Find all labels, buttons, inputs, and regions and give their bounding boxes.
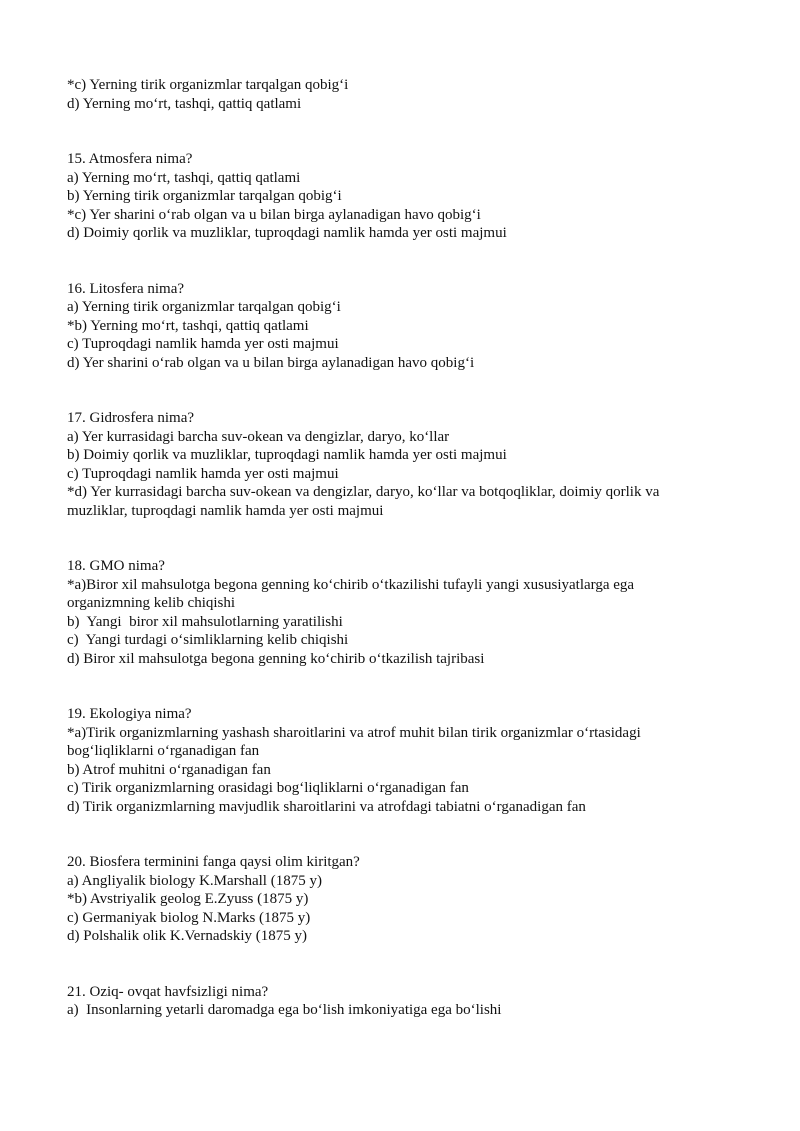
option-line: *c) Yerning tirik organizmlar tarqalgan qobig‘i [67, 77, 349, 93]
option-line: c) Tuproqdagi namlik hamda yer osti majmui [67, 336, 339, 352]
option-line: a) Yerning mo‘rt, tashqi, qattiq qatlami [67, 169, 301, 186]
option-line: d) Doimiy qorlik va muzliklar, tuproqdagi namlik hamda yer osti majmui [67, 225, 507, 241]
option-line: *a)Tirik organizmlarning yashash sharoitlarini va atrof muhit bilan tirik organizmlar o‘rtasidagi [67, 724, 641, 741]
option-line: d) Tirik organizmlarning mavjudlik sharoitlarini va atrofdagi tabiatni o‘rganadigan fan [67, 798, 586, 815]
question-17 [67, 409, 747, 520]
question-title: 17. Gidrosfera nima? [67, 410, 195, 426]
option-line: a) Yerning tirik organizmlar tarqalgan qobig‘i [67, 299, 341, 315]
option-line: b) Doimiy qorlik va muzliklar, tuproqdagi namlik hamda yer osti majmui [67, 447, 507, 463]
option-line: *a)Biror xil mahsulotga begona genning ko‘chirib o‘tkazilishi tufayli yangi xususiyatlarga ega [67, 576, 635, 593]
question-title: 18. GMO nima? [67, 558, 165, 574]
option-line: d) Yer sharini o‘rab olgan va u bilan birga aylanadigan havo qobig‘i [67, 354, 475, 371]
option-line: b) Yangi biror xil mahsulotlarning yaratilishi [67, 613, 343, 630]
option-line: c) Yangi turdagi o‘simliklarning kelib chiqishi [67, 632, 349, 648]
option-line: *d) Yer kurrasidagi barcha suv-okean va dengizlar, daryo, ko‘llar va botqoqliklar, doimiy qorlik va [67, 484, 660, 500]
question-title: 15. Atmosfera nima? [67, 151, 193, 167]
document-page [67, 76, 747, 1020]
option-line: d) Polshalik olik K.Vernadskiy (1875 y) [67, 928, 307, 944]
option-line-continued: muzliklar, tuproqdagi namlik hamda yer osti majmui [67, 502, 384, 519]
option-line: b) Yerning tirik organizmlar tarqalgan qobig‘i [67, 188, 342, 204]
option-line: c) Tirik organizmlarning orasidagi bog‘liqliklarni o‘rganadigan fan [67, 780, 469, 796]
option-line: a) Yer kurrasidagi barcha suv-okean va dengizlar, daryo, ko‘llar [67, 428, 450, 445]
intro-options [67, 76, 747, 113]
option-line: d) Yerning mo‘rt, tashqi, qattiq qatlami [67, 95, 302, 112]
option-line: d) Biror xil mahsulotga begona genning ko‘chirib o‘tkazilish tajribasi [67, 650, 485, 667]
option-line: b) Atrof muhitni o‘rganadigan fan [67, 761, 271, 778]
question-title: 16. Litosfera nima? [67, 280, 185, 297]
question-19 [67, 705, 747, 816]
option-line: a) Angliyalik biology K.Marshall (1875 y) [67, 872, 322, 889]
question-15 [67, 150, 747, 243]
question-title: 20. Biosfera terminini fanga qaysi olim kiritgan? [67, 854, 360, 870]
option-line: *b) Yerning mo‘rt, tashqi, qattiq qatlami [67, 317, 309, 334]
question-21 [67, 983, 747, 1020]
question-title: 21. Oziq- ovqat havfsizligi nima? [67, 983, 269, 1000]
question-16 [67, 280, 747, 373]
option-line: *b) Avstriyalik geolog E.Zyuss (1875 y) [67, 891, 309, 907]
question-title: 19. Ekologiya nima? [67, 706, 192, 722]
option-line: *c) Yer sharini o‘rab olgan va u bilan birga aylanadigan havo qobig‘i [67, 206, 481, 223]
option-line: c) Germaniyak biolog N.Marks (1875 y) [67, 909, 311, 926]
option-line-continued: bog‘liqliklarni o‘rganadigan fan [67, 743, 260, 759]
option-line-continued: organizmning kelib chiqishi [67, 595, 236, 611]
option-line: a) Insonlarning yetarli daromadga ega bo‘lish imkoniyatiga ega bo‘lishi [67, 1002, 502, 1018]
option-line: c) Tuproqdagi namlik hamda yer osti majmui [67, 465, 339, 482]
question-18 [67, 557, 747, 668]
question-20 [67, 853, 747, 946]
